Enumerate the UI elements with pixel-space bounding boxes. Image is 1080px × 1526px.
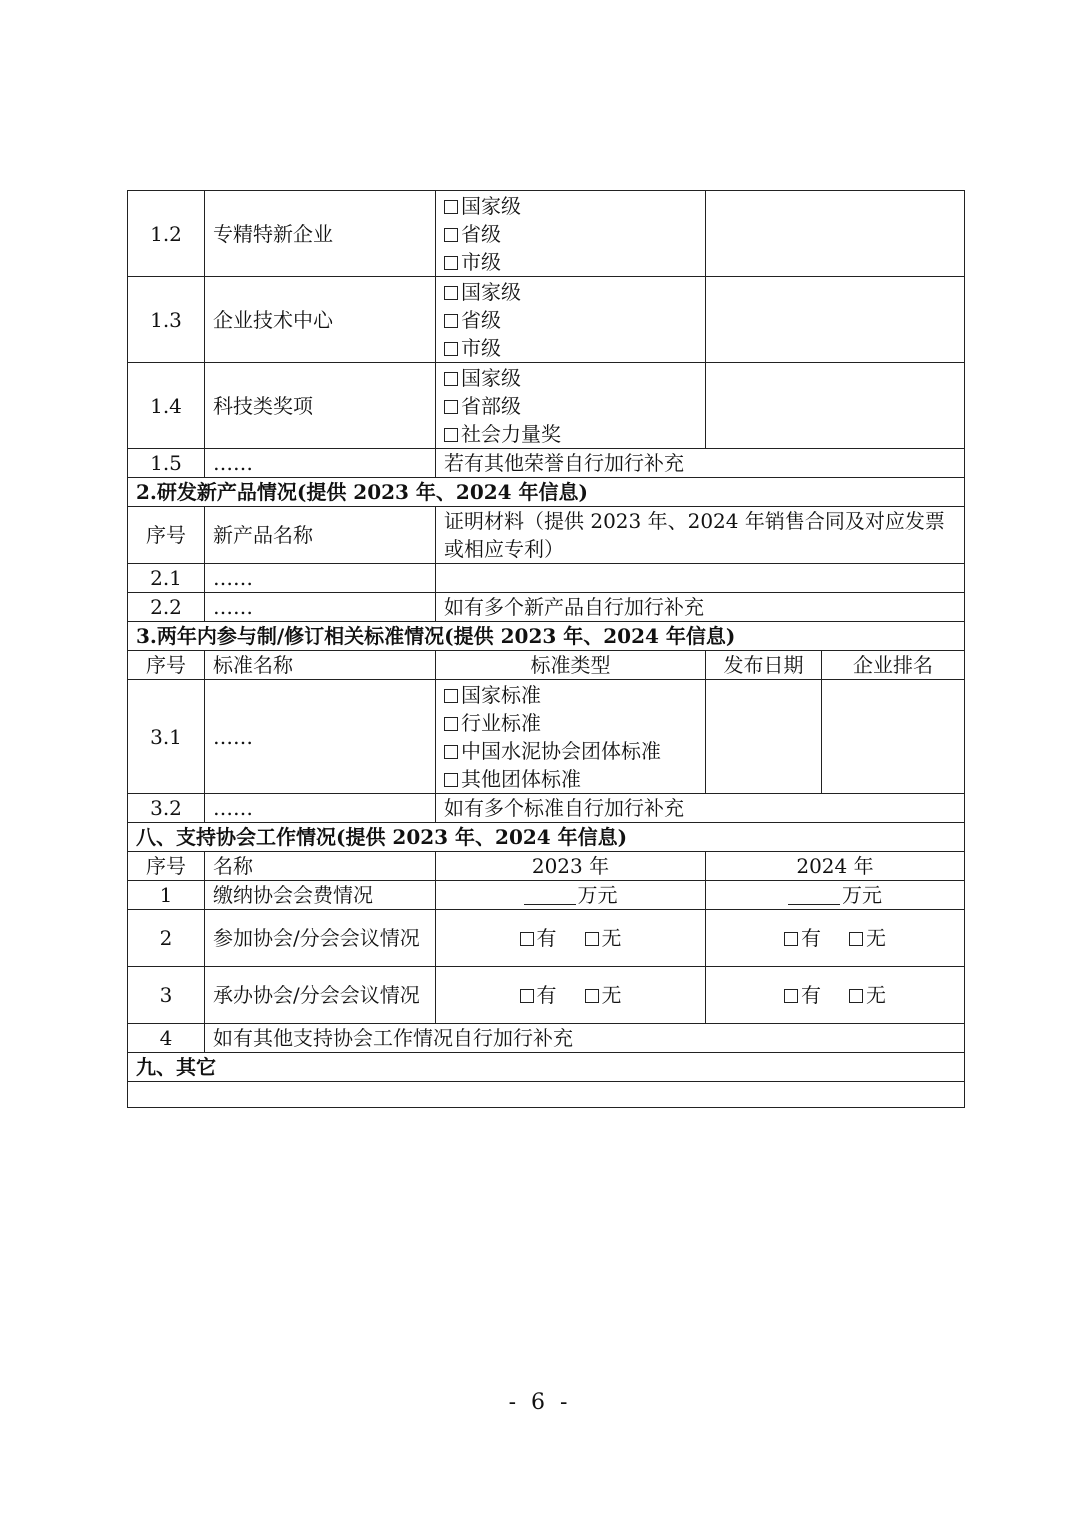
header-proof: 证明材料（提供 2023 年、2024 年销售合同及对应发票或相应专利）: [436, 507, 965, 564]
option-yes[interactable]: 有: [784, 924, 821, 952]
honor-name: 科技类奖项: [205, 363, 436, 449]
honor-name: 企业技术中心: [205, 277, 436, 363]
checkbox-icon[interactable]: [784, 932, 798, 946]
checkbox-icon[interactable]: [444, 773, 458, 787]
checkbox-icon[interactable]: [520, 989, 534, 1003]
header-2023: 2023 年: [436, 852, 706, 881]
header-no: 序号: [128, 852, 205, 881]
fee-2024-blank[interactable]: [788, 884, 840, 905]
option-no[interactable]: 无: [585, 924, 622, 952]
checkbox-icon[interactable]: [585, 932, 599, 946]
row-number: 1.2: [128, 191, 205, 277]
checkbox-icon[interactable]: [444, 342, 458, 356]
option-no[interactable]: 无: [849, 981, 886, 1009]
header-date: 发布日期: [706, 651, 822, 680]
checkbox-icon[interactable]: [444, 372, 458, 386]
table-header-row: [128, 651, 965, 680]
option-no[interactable]: 无: [585, 981, 622, 1009]
checkbox-icon[interactable]: [444, 314, 458, 328]
checkbox-icon[interactable]: [520, 932, 534, 946]
header-no: 序号: [128, 651, 205, 680]
host-2024-cell: [706, 967, 965, 1024]
option-other-group-standard[interactable]: 其他团体标准: [444, 765, 697, 793]
row-number: 3.1: [128, 680, 205, 794]
table-row: [128, 823, 965, 852]
row-number: 1.5: [128, 449, 205, 478]
table-row: [128, 1024, 965, 1053]
checkbox-icon[interactable]: [444, 256, 458, 270]
checkbox-icon[interactable]: [444, 717, 458, 731]
product-name: ……: [205, 564, 436, 593]
table-row: [128, 277, 965, 363]
checkbox-icon[interactable]: [444, 286, 458, 300]
table-row: [128, 363, 965, 449]
option-yes[interactable]: 有: [784, 981, 821, 1009]
row-number: 3: [128, 967, 205, 1024]
option-no[interactable]: 无: [849, 924, 886, 952]
empty-cell[interactable]: [706, 277, 965, 363]
option-national-standard[interactable]: 国家标准: [444, 681, 697, 709]
checkbox-icon[interactable]: [444, 745, 458, 759]
row-number: 3.2: [128, 794, 205, 823]
table-row: [128, 1082, 965, 1108]
table-row: [128, 191, 965, 277]
row-number: 2: [128, 910, 205, 967]
header-name: 名称: [205, 852, 436, 881]
level-options: [436, 363, 706, 449]
table-row: [128, 449, 965, 478]
honor-name: ……: [205, 449, 436, 478]
header-rank: 企业排名: [822, 651, 965, 680]
fee-2024-cell[interactable]: 万元: [706, 881, 965, 910]
section-title: 3.两年内参与制/修订相关标准情况(提供 2023 年、2024 年信息): [128, 622, 965, 651]
standard-name: ……: [205, 794, 436, 823]
option-social-award[interactable]: 社会力量奖: [444, 420, 697, 448]
company-rank-cell[interactable]: [822, 680, 965, 794]
checkbox-icon[interactable]: [444, 689, 458, 703]
checkbox-icon[interactable]: [444, 400, 458, 414]
table-row: [128, 593, 965, 622]
checkbox-icon[interactable]: [849, 989, 863, 1003]
checkbox-icon[interactable]: [444, 200, 458, 214]
empty-cell[interactable]: [706, 191, 965, 277]
table-row: [128, 967, 965, 1024]
table-row: [128, 478, 965, 507]
option-provincial[interactable]: 省级: [444, 306, 697, 334]
level-options: [436, 277, 706, 363]
checkbox-icon[interactable]: [585, 989, 599, 1003]
fee-2023-cell[interactable]: 万元: [436, 881, 706, 910]
option-national[interactable]: 国家级: [444, 192, 697, 220]
note-cell: 若有其他荣誉自行加行补充: [436, 449, 965, 478]
row-number: 2.2: [128, 593, 205, 622]
publish-date-cell[interactable]: [706, 680, 822, 794]
level-options: [436, 191, 706, 277]
empty-cell[interactable]: [706, 363, 965, 449]
option-national[interactable]: 国家级: [444, 364, 697, 392]
header-type: 标准类型: [436, 651, 706, 680]
checkbox-icon[interactable]: [849, 932, 863, 946]
section-title: 九、其它: [128, 1053, 965, 1082]
section-title: 2.研发新产品情况(提供 2023 年、2024 年信息): [128, 478, 965, 507]
option-ministerial[interactable]: 省部级: [444, 392, 697, 420]
checkbox-icon[interactable]: [784, 989, 798, 1003]
row-number: 2.1: [128, 564, 205, 593]
table-header-row: [128, 507, 965, 564]
header-name: 新产品名称: [205, 507, 436, 564]
host-2023-cell: [436, 967, 706, 1024]
item-name: 缴纳协会会费情况: [205, 881, 436, 910]
option-industry-standard[interactable]: 行业标准: [444, 709, 697, 737]
checkbox-icon[interactable]: [444, 428, 458, 442]
section-title: 八、支持协会工作情况(提供 2023 年、2024 年信息): [128, 823, 965, 852]
header-name: 标准名称: [205, 651, 436, 680]
item-name: 参加协会/分会会议情况: [205, 910, 436, 967]
application-form-table: [127, 190, 965, 1108]
table-row: [128, 910, 965, 967]
table-row: [128, 622, 965, 651]
row-number: 4: [128, 1024, 205, 1053]
option-provincial[interactable]: 省级: [444, 220, 697, 248]
note-cell[interactable]: [436, 564, 965, 593]
option-city[interactable]: 市级: [444, 248, 697, 276]
table-row: [128, 680, 965, 794]
option-city[interactable]: 市级: [444, 334, 697, 362]
table-row: [128, 564, 965, 593]
standard-name: ……: [205, 680, 436, 794]
other-content-cell[interactable]: [128, 1082, 965, 1108]
note-cell: 如有其他支持协会工作情况自行加行补充: [205, 1024, 965, 1053]
row-number: 1: [128, 881, 205, 910]
note-cell: 如有多个标准自行加行补充: [436, 794, 965, 823]
attend-2023-cell: [436, 910, 706, 967]
table-row: [128, 881, 965, 910]
option-yes[interactable]: 有: [520, 924, 557, 952]
option-ccca-group-standard[interactable]: 中国水泥协会团体标准: [444, 737, 697, 765]
row-number: 1.4: [128, 363, 205, 449]
honor-name: 专精特新企业: [205, 191, 436, 277]
item-name: 承办协会/分会会议情况: [205, 967, 436, 1024]
header-no: 序号: [128, 507, 205, 564]
attend-2024-cell: [706, 910, 965, 967]
fee-2023-blank[interactable]: [524, 884, 576, 905]
table-row: [128, 794, 965, 823]
standard-type-options: [436, 680, 706, 794]
product-name: ……: [205, 593, 436, 622]
page-number: - 6 -: [508, 1390, 572, 1415]
table-header-row: [128, 852, 965, 881]
table-row: [128, 1053, 965, 1082]
option-national[interactable]: 国家级: [444, 278, 697, 306]
option-yes[interactable]: 有: [520, 981, 557, 1009]
note-cell: 如有多个新产品自行加行补充: [436, 593, 965, 622]
header-2024: 2024 年: [706, 852, 965, 881]
row-number: 1.3: [128, 277, 205, 363]
checkbox-icon[interactable]: [444, 228, 458, 242]
